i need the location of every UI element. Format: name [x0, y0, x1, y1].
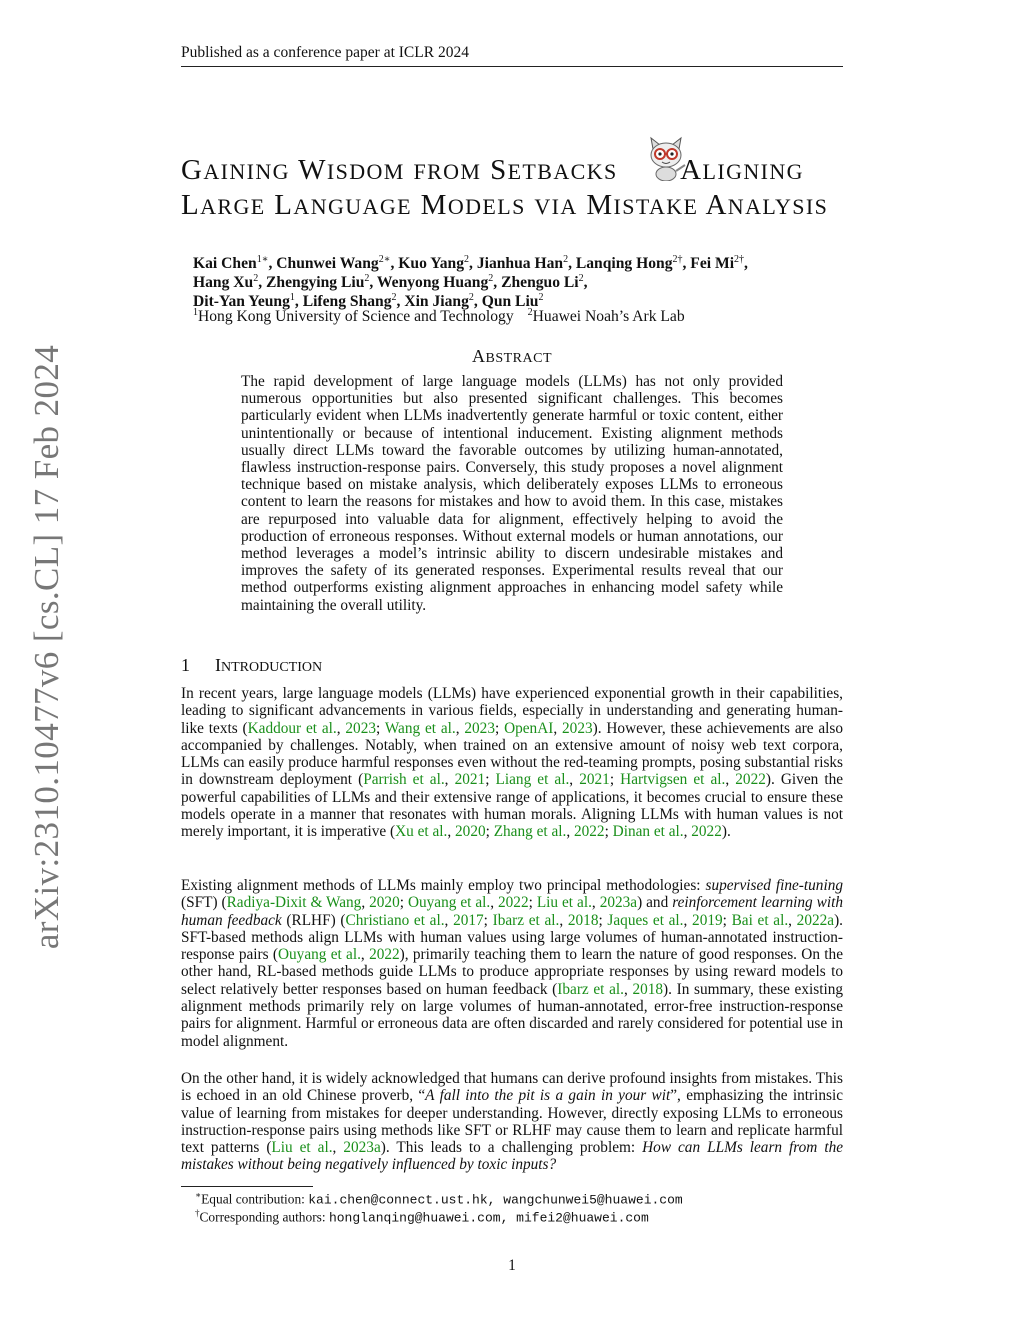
title-word: ALIGNING	[680, 154, 804, 186]
body-paragraph: Existing alignment methods of LLMs mainly employ two principal methodologies: supervised fine-tuning (SFT) (Radiya-Dixit & Wang, 2020; Ouyang et al., 2022; Liu et al., 2023a) and reinforcement learning with human feedback (RLHF) (Christiano et al., 2017; Ibarz et al., 2018; Jaques et al., 2019; Bai et al., 2022a). SFT-based methods align LLMs with human values using large volumes of human-annotated instruction-response pairs (Ouyang et al., 2022), primarily teaching them to learn the nature of good responses. On the other hand, RL-based methods guide LLMs to produce appropriate responses by using reward models to select relatively better responses based on human feedback (Ibarz et al., 2018). In summary, these existing alignment methods primarily rely on large volumes of human-annotated, error-free instruction-response pairs for alignment. Harmful or erroneous data are often discarded and rarely considered for potential use in model alignment.	[181, 877, 843, 1050]
author-name: Hang Xu$^2$	[193, 273, 259, 292]
citation-link[interactable]: 2022	[735, 771, 766, 789]
citation-link[interactable]: 2021	[579, 771, 610, 789]
italic-text: A fall into the pit is a gain in your wit	[425, 1087, 671, 1105]
italic-text: How can LLMs learn from the mistakes without being negatively influenced by toxic inputs?	[181, 1139, 844, 1174]
title-word: SETBACKS	[490, 154, 618, 186]
footnote-equal-contribution: ∗Equal contribution: kai.chen@connect.ust.hk, wangchunwei5@huawei.com	[195, 1190, 683, 1208]
citation-link[interactable]: Ouyang et al.	[407, 894, 491, 912]
citation-link[interactable]: 2023	[345, 719, 376, 737]
author-name: Lifeng Shang$^2$	[302, 292, 397, 311]
citation-link[interactable]: 2018	[567, 911, 599, 929]
citation-link[interactable]: 2020	[369, 894, 400, 912]
citation-link[interactable]: 2022	[691, 823, 722, 841]
author-name: Kuo Yang$^2$	[398, 254, 470, 273]
title-word: LARGE	[181, 189, 266, 221]
citation-link[interactable]: 2022	[498, 894, 529, 912]
citation-link[interactable]: Ibarz et al.	[492, 911, 560, 929]
title-word: MODELS	[420, 189, 526, 221]
author-name: Jianhua Han$^2$	[476, 254, 569, 273]
title-word: FROM	[413, 159, 482, 184]
citation-link[interactable]: Dinan et al.	[612, 823, 684, 841]
author-name: Chunwei Wang$^{2∗}$	[276, 254, 391, 273]
citation-link[interactable]: 2021	[454, 771, 486, 789]
citation-link[interactable]: Zhang et al.	[493, 823, 567, 841]
affiliation: $^1$Hong Kong University of Science and Technology	[193, 307, 514, 326]
citation-link[interactable]: Liang et al.	[495, 771, 570, 789]
title-word: GAINING	[181, 154, 290, 186]
title-word: ANALYSIS	[705, 189, 829, 221]
email-links[interactable]: kai.chen@connect.ust.hk, wangchunwei5@huawei.com	[308, 1192, 683, 1208]
title-word: LANGUAGE	[274, 189, 412, 221]
citation-link[interactable]: 2023a	[599, 894, 638, 912]
citation-link[interactable]: Radiya-Dixit & Wang	[226, 894, 362, 912]
title-word: MISTAKE	[586, 189, 699, 221]
citation-link[interactable]: Liu et al.	[271, 1139, 333, 1157]
abstract-text: The rapid development of large language models (LLMs) has not only provided numerous opportunities but also presented significant challenges. This becomes particularly evident when LLMs inadvertently generate harmful or toxic content, either unintentionally or because of intentional inducement. Existing alignment methods usually direct LLMs toward the favorable outcomes by utilizing human-annotated, flawless instruction-response pairs. Conversely, this study proposes a novel alignment technique based on mistake analysis, which deliberately exposes LLMs to erroneous content to learn the reasons for mistakes and how to avoid them. In this case, mistakes are repurposed into valuable data for alignment, effectively helping to avoid the production of erroneous responses. Without external models or human annotations, our method leverages a model’s intrinsic ability to discern undesirable mistakes and improves the safety of its generated responses. Experimental results reveal that our method outperforms existing alignment approaches in enhancing model safety while maintaining the overall utility.	[241, 373, 783, 614]
abstract-heading: ABSTRACT	[471, 346, 552, 366]
citation-link[interactable]: 2023a	[343, 1139, 381, 1157]
author-name: Zhengying Liu$^2$	[266, 273, 370, 292]
citation-link[interactable]: Hartvigsen et al.	[620, 771, 726, 789]
paper-title-line-1	[181, 154, 804, 187]
affiliations	[193, 307, 685, 326]
section-heading-introduction: 1 INTRODUCTION	[181, 655, 323, 675]
author-name: Wenyong Huang$^2$	[376, 273, 494, 292]
running-header: Published as a conference paper at ICLR 2024	[181, 44, 469, 61]
arxiv-id: arXiv:2310.10477v6 [cs.CL] 17 Feb 2024	[27, 344, 66, 950]
paper-title-line-2	[181, 189, 828, 222]
header-rule	[181, 66, 843, 67]
italic-text: supervised fine-tuning	[705, 877, 843, 894]
author-name: Dit-Yan Yeung$^1$	[193, 292, 295, 311]
arxiv-side-stamp	[22, 344, 72, 950]
citation-link[interactable]: Ouyang et al.	[277, 946, 361, 964]
citation-link[interactable]: Xu et al.	[395, 823, 448, 841]
affiliation: $^2$Huawei Noah’s Ark Lab	[527, 307, 685, 326]
title-word: VIA	[534, 194, 578, 219]
citation-link[interactable]: 2023	[464, 719, 495, 737]
author-name: Kai Chen$^{1∗}$	[193, 254, 269, 273]
citation-link[interactable]: 2022a	[796, 911, 835, 929]
author-line-2: Hang Xu$^2$, Zhengying Liu$^2$, Wenyong Huang$^2$, Zhenguo Li$^2$,	[193, 273, 588, 292]
citation-link[interactable]: Jaques et al.	[607, 911, 684, 929]
citation-link[interactable]: OpenAI	[504, 719, 554, 737]
citation-link[interactable]: 2019	[692, 911, 723, 929]
citation-link[interactable]: Liu et al.	[536, 894, 592, 912]
title-word: WISDOM	[298, 154, 405, 186]
citation-link[interactable]: 2020	[455, 823, 486, 841]
footnote-rule	[181, 1186, 313, 1187]
author-line-1: Kai Chen$^{1∗}$, Chunwei Wang$^{2∗}$, Kuo Yang$^2$, Jianhua Han$^2$, Lanqing Hong$^{2\dagger}$, Fei $Mi^{2\dagger}$,	[193, 254, 748, 273]
author-name: Lanqing Hong$^{2\dagger}$	[575, 254, 683, 273]
citation-link[interactable]: Bai et al.	[731, 911, 789, 929]
author-name: Xin Jiang$^2$	[404, 292, 474, 311]
footnote-corresponding-authors: †Corresponding authors: honglanqing@huawei.com, mifei2@huawei.com	[195, 1208, 649, 1226]
citation-link[interactable]: 2018	[632, 980, 664, 998]
citation-link[interactable]: 2023	[562, 719, 593, 737]
body-paragraph: On the other hand, it is widely acknowledged that humans can derive profound insights from mistakes. This is echoed in an old Chinese proverb, “A fall into the pit is a gain in your wit”, emphasizing the intrinsic value of learning from mistakes for deeper understanding. However, directly exposing LLMs to erroneous instruction-response pairs using methods like SFT or RLHF may cause them to learn and replicate harmful text patterns (Liu et al., 2023a). This leads to a challenging problem: How can LLMs learn from the mistakes without being negatively influenced by toxic inputs?	[181, 1070, 844, 1174]
email-links[interactable]: honglanqing@huawei.com, mifei2@huawei.com	[328, 1210, 649, 1226]
citation-link[interactable]: Christiano et al.	[345, 911, 445, 929]
author-line-3: Dit-Yan Yeung$^1$, Lifeng Shang$^2$, Xin Jiang$^2$, Qun Liu$^2$	[193, 292, 544, 311]
author-name: Fei $Mi^{2\dagger}$	[690, 254, 745, 273]
page-number: 1	[508, 1257, 516, 1274]
citation-link[interactable]: 2022	[369, 946, 400, 964]
body-paragraph: In recent years, large language models (LLMs) have experienced exponential growth in their capabilities, leading to significant advancements in various fields, especially in understanding and generating human-like texts (Kaddour et al., 2023; Wang et al., 2023; OpenAI, 2023). However, these achievements are also accompanied by challenges. Notably, when trained on an extensive amount of noisy web text corpora, LLMs can easily produce harmful responses even without the red-teaming prompts, posing substantial risks in downstream deployment (Parrish et al., 2021; Liang et al., 2021; Hartvigsen et al., 2022). Given the powerful capabilities of LLMs and their extensive range of applications, it becomes crucial to ensure these models operate in a manner that resonates with human morals. Aligning LLMs with human values is not merely important, it is imperative (Xu et al., 2020; Zhang et al., 2022; Dinan et al., 2022).	[181, 685, 844, 841]
citation-link[interactable]: 2022	[573, 823, 605, 841]
cartoon-cat-with-glasses-icon	[645, 135, 687, 181]
author-name: Qun Liu$^2$	[481, 292, 544, 311]
citation-link[interactable]: Ibarz et al.	[557, 980, 624, 998]
citation-link[interactable]: 2017	[453, 911, 484, 929]
citation-link[interactable]: Wang et al.	[384, 719, 456, 737]
citation-link[interactable]: Kaddour et al.	[247, 719, 337, 737]
citation-link[interactable]: Parrish et al.	[363, 771, 445, 789]
author-name: Zhenguo Li$^2$	[501, 273, 584, 292]
italic-text: reinforcement learning with human feedback	[181, 894, 843, 929]
